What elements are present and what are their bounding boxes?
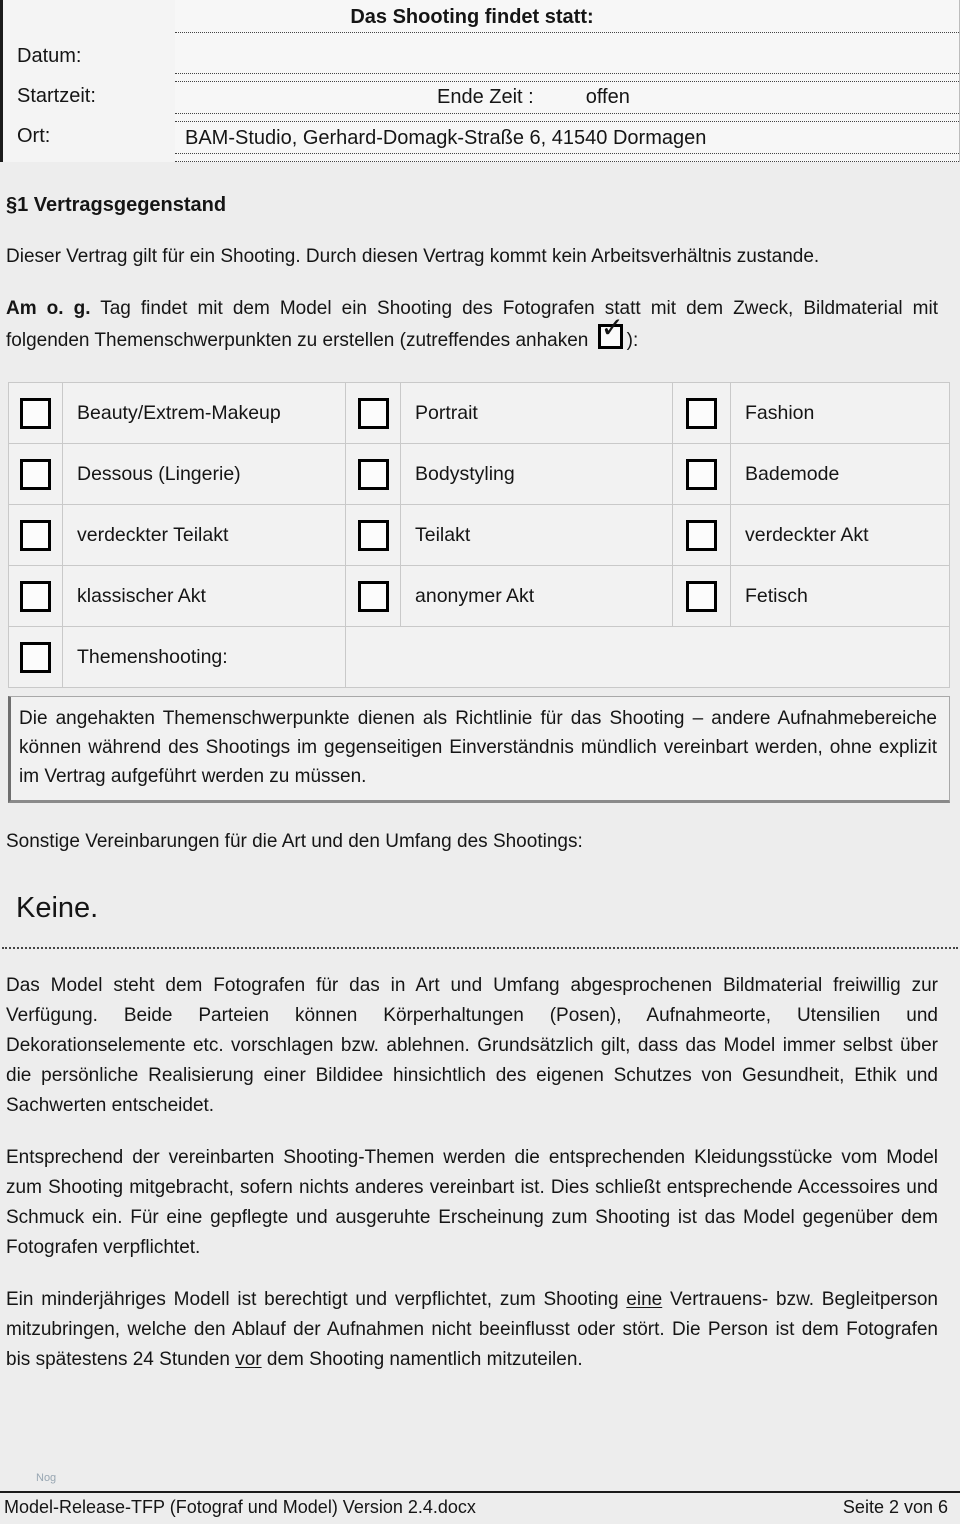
theme-label-fetisch: Fetisch (731, 566, 950, 627)
paragraph-text: dem Shooting namentlich mitzuteilen. (261, 1349, 583, 1370)
paragraph-vertragsgegenstand (6, 242, 938, 272)
agreements-value: Keine. (16, 892, 99, 924)
startzeit-fill-line[interactable] (175, 82, 959, 114)
theme-label-fashion: Fashion (731, 383, 950, 444)
section-heading: §1 Vertragsgegenstand (6, 194, 227, 216)
shooting-details-values (175, 0, 959, 162)
note-box: Die angehakten Themenschwerpunkte dienen als Richtlinie für das Shooting – andere Aufnahmebereiche können während des Shootings im gegenseitigen Einverständnis mündlich vereinbart werden, ohne explizit im Vertrag aufgeführt werden zu müssen. (8, 696, 950, 803)
theme-label-klassischer-akt: klassischer Akt (63, 566, 346, 627)
checkbox-beauty-extrem-makeup[interactable] (20, 398, 51, 429)
theme-label-verdeckter-teilakt: verdeckter Teilakt (63, 505, 346, 566)
dotted-divider (2, 947, 958, 949)
ort-value: BAM-Studio, Gerhard-Domagk-Straße 6, 41540 Dormagen (185, 126, 707, 149)
checked-checkbox-icon (598, 311, 625, 349)
theme-label-beauty-extrem-makeup: Beauty/Extrem-Makeup (63, 383, 346, 444)
ende-zeit-value: offen (585, 86, 630, 109)
checkbox-teilakt[interactable] (358, 520, 389, 551)
checkbox-anonymer-akt[interactable] (358, 581, 389, 612)
theme-label-verdeckter-akt: verdeckter Akt (731, 505, 950, 566)
check-mark-icon: ✓ (600, 311, 625, 344)
checkbox-verdeckter-teilakt[interactable] (20, 520, 51, 551)
theme-label-dessous-lingerie: Dessous (Lingerie) (63, 444, 346, 505)
theme-label-themenshooting: Themenshooting: (63, 627, 346, 688)
paragraph-bold-lead: Am o. g. (6, 298, 91, 319)
checkbox-themenshooting[interactable] (20, 642, 51, 673)
checkbox-fashion[interactable] (686, 398, 717, 429)
theme-label-bodystyling: Bodystyling (401, 444, 673, 505)
shooting-header-title: Das Shooting findet statt: (175, 2, 959, 33)
paragraph-minderjaehriges-model (6, 1285, 938, 1375)
shooting-details-table (0, 0, 960, 162)
checkbox-verdeckter-akt[interactable] (686, 520, 717, 551)
paragraph-text: Vertrauens- bzw. Begleitperson mitzubringen, welche den Ablauf der Aufnahmen nicht beeinflusst oder stört. Die Person ist dem Fotografen bis spätestens 24 Stunden (6, 1289, 938, 1370)
paragraph-kleidung: Entsprechend der vereinbarten Shooting-Themen werden die entsprechenden Kleidungsstücke vom Model zum Shooting mitgebracht, sofern nichts anderes vereinbart ist. Dies schließt entsprechende Accessoires und Schmuck ein. Für eine gepflegte und ausgeruhte Erscheinung zum Shooting ist das Model gegenüber dem Fotografen verpflichtet. (6, 1147, 938, 1258)
paragraph-text: Dieser Vertrag gilt für ein Shooting. Durch diesen Vertrag kommt kein Arbeitsverhältnis zustande. (6, 246, 820, 267)
shooting-details-labels (3, 0, 175, 162)
checkbox-bademode[interactable] (686, 459, 717, 490)
footer-filename: Model-Release-TFP (Fotograf und Model) Version 2.4.docx (4, 1497, 476, 1517)
dotted-row-separator (175, 74, 959, 82)
paragraph-text: Ein minderjähriges Modell ist berechtigt und verpflichtet, zum Shooting (6, 1289, 627, 1310)
paragraph-text: Tag findet mit dem Model ein Shooting des Fotografen statt mit dem Zweck, Bildmaterial mit folgenden Themenschwerpunkten zu erstellen (zutreffendes anhaken (6, 298, 938, 351)
underlined-word: vor (235, 1349, 262, 1370)
field-label-datum: Datum: (17, 45, 82, 67)
dotted-row-separator (175, 114, 959, 122)
themenshooting-empty-cell (346, 627, 950, 688)
field-label-ende-zeit: Ende Zeit : (437, 86, 534, 109)
page-footer (0, 1491, 960, 1524)
footer-page-number: Seite 2 von 6 (842, 1497, 948, 1517)
watermark-text: Nog (36, 1472, 57, 1484)
paragraph-tail: ): (626, 330, 639, 351)
agreements-label: Sonstige Vereinbarungen für die Art und den Umfang des Shootings: (6, 831, 583, 852)
paragraph-model-verfuegung: Das Model steht dem Fotografen für das in Art und Umfang abgesprochenen Bildmaterial freiwillig zur Verfügung. Beide Parteien können Körperhaltungen (Posen), Aufnahmeorte, Utensilien und Dekorationselemente etc. vorschlagen bzw. ablehnen. Grundsätzlich gilt, dass das Model immer selbst über die persönliche Realisierung einer Bildidee hinsichtlich des eigenen Schutzes von Gesundheit, Ethik und Sachwerten entscheidet. (6, 975, 938, 1116)
checkbox-fetisch[interactable] (686, 581, 717, 612)
theme-label-anonymer-akt: anonymer Akt (401, 566, 673, 627)
theme-label-teilakt: Teilakt (401, 505, 673, 566)
theme-label-bademode: Bademode (731, 444, 950, 505)
checkbox-portrait[interactable] (358, 398, 389, 429)
underlined-word: eine (626, 1289, 663, 1310)
dotted-row-separator (175, 154, 959, 162)
checkbox-dessous-lingerie[interactable] (20, 459, 51, 490)
checkbox-klassischer-akt[interactable] (20, 581, 51, 612)
field-label-startzeit: Startzeit: (17, 85, 96, 107)
datum-fill-line[interactable] (175, 33, 959, 74)
field-label-ort: Ort: (17, 125, 51, 147)
ort-fill-line[interactable] (175, 122, 959, 154)
theme-label-portrait: Portrait (401, 383, 673, 444)
checkbox-bodystyling[interactable] (358, 459, 389, 490)
paragraph-shooting-zweck (6, 294, 938, 356)
shooting-themes-grid (8, 382, 950, 688)
